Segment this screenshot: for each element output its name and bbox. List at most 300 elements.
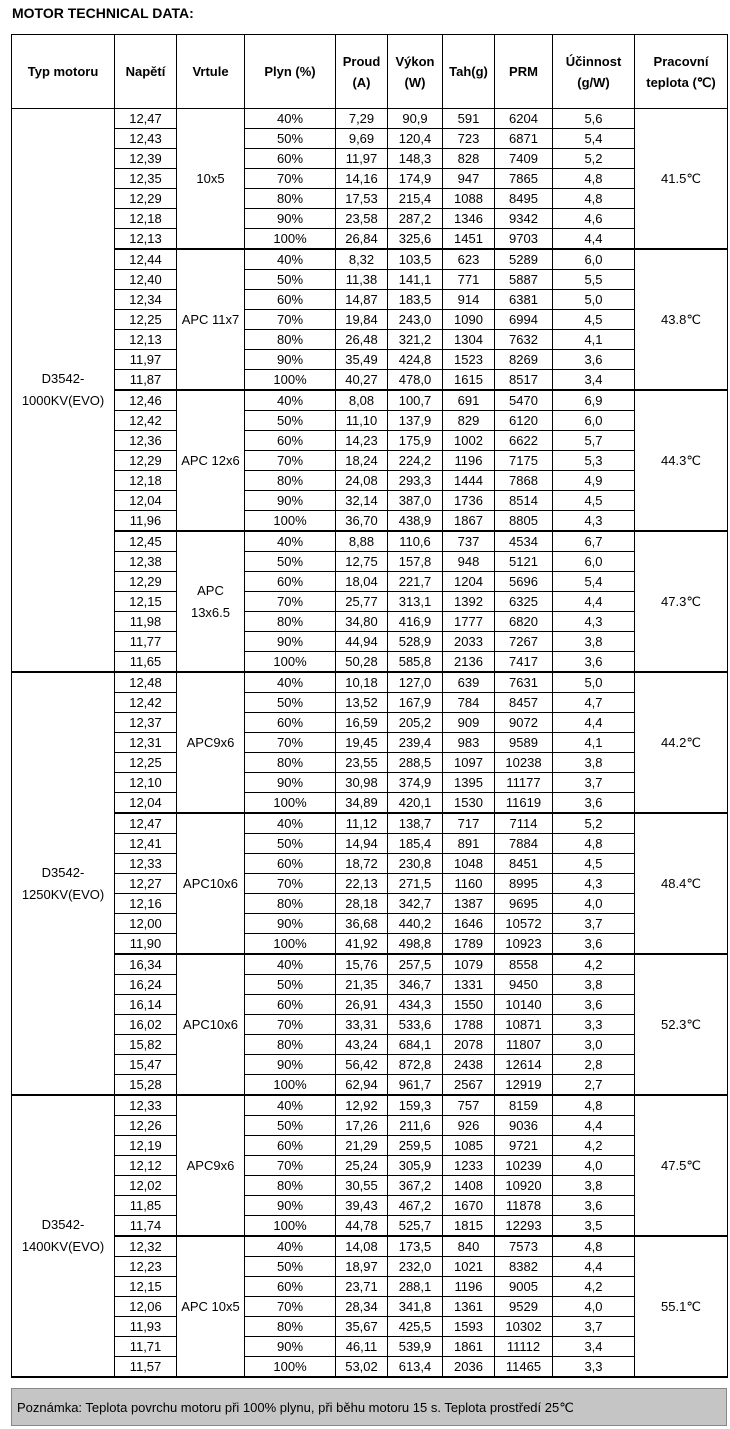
efficiency-cell: 4,6 [553, 209, 635, 229]
rpm-cell: 9005 [495, 1277, 553, 1297]
throttle-cell: 100% [245, 793, 336, 814]
table-row [12, 531, 728, 552]
table-row [12, 1317, 728, 1337]
power-cell: 305,9 [388, 1156, 443, 1176]
current-cell: 18,24 [336, 451, 388, 471]
thrust-cell: 2567 [443, 1075, 495, 1096]
rpm-cell: 8805 [495, 511, 553, 532]
voltage-cell: 12,47 [115, 109, 177, 129]
rpm-cell: 7175 [495, 451, 553, 471]
efficiency-cell: 3,6 [553, 793, 635, 814]
throttle-cell: 50% [245, 834, 336, 854]
table-row [12, 491, 728, 511]
current-cell: 19,84 [336, 310, 388, 330]
table-row [12, 894, 728, 914]
current-cell: 50,28 [336, 652, 388, 673]
current-cell: 44,78 [336, 1216, 388, 1237]
current-cell: 26,48 [336, 330, 388, 350]
power-cell: 137,9 [388, 411, 443, 431]
voltage-cell: 12,15 [115, 592, 177, 612]
efficiency-cell: 3,0 [553, 1035, 635, 1055]
throttle-cell: 70% [245, 733, 336, 753]
propeller-cell: APC10x6 [177, 813, 245, 954]
efficiency-cell: 4,8 [553, 169, 635, 189]
power-cell: 872,8 [388, 1055, 443, 1075]
table-row [12, 1277, 728, 1297]
thrust-cell: 2078 [443, 1035, 495, 1055]
throttle-cell: 90% [245, 632, 336, 652]
efficiency-cell: 4,4 [553, 1116, 635, 1136]
throttle-cell: 80% [245, 1035, 336, 1055]
current-cell: 26,84 [336, 229, 388, 250]
efficiency-cell: 3,3 [553, 1357, 635, 1378]
throttle-cell: 40% [245, 1236, 336, 1257]
throttle-cell: 60% [245, 854, 336, 874]
throttle-cell: 40% [245, 390, 336, 411]
voltage-cell: 12,37 [115, 713, 177, 733]
thrust-cell: 1048 [443, 854, 495, 874]
power-cell: 684,1 [388, 1035, 443, 1055]
rpm-cell: 5289 [495, 249, 553, 270]
throttle-cell: 60% [245, 1277, 336, 1297]
efficiency-cell: 6,0 [553, 552, 635, 572]
thrust-cell: 1160 [443, 874, 495, 894]
table-row [12, 572, 728, 592]
propeller-cell: APC 12x6 [177, 390, 245, 531]
throttle-cell: 100% [245, 1216, 336, 1237]
table-row [12, 934, 728, 955]
thrust-cell: 717 [443, 813, 495, 834]
power-cell: 387,0 [388, 491, 443, 511]
voltage-cell: 12,48 [115, 672, 177, 693]
current-cell: 36,68 [336, 914, 388, 934]
throttle-cell: 90% [245, 773, 336, 793]
rpm-cell: 7409 [495, 149, 553, 169]
current-cell: 18,04 [336, 572, 388, 592]
propeller-cell: APC 10x5 [177, 1236, 245, 1377]
efficiency-cell: 5,0 [553, 290, 635, 310]
throttle-cell: 70% [245, 1156, 336, 1176]
voltage-cell: 12,15 [115, 1277, 177, 1297]
rpm-cell: 9589 [495, 733, 553, 753]
thrust-cell: 1444 [443, 471, 495, 491]
voltage-cell: 12,29 [115, 189, 177, 209]
table-row [12, 149, 728, 169]
rpm-cell: 11112 [495, 1337, 553, 1357]
table-row [12, 290, 728, 310]
thrust-cell: 2438 [443, 1055, 495, 1075]
thrust-cell: 1550 [443, 995, 495, 1015]
thrust-cell: 1304 [443, 330, 495, 350]
throttle-cell: 80% [245, 471, 336, 491]
throttle-cell: 60% [245, 713, 336, 733]
power-cell: 175,9 [388, 431, 443, 451]
current-cell: 30,55 [336, 1176, 388, 1196]
rpm-cell: 11807 [495, 1035, 553, 1055]
footnote: Poznámka: Teplota povrchu motoru při 100% plynu, při běhu motoru 15 s. Teplota prostředí 25℃ [11, 1388, 727, 1426]
table-row [12, 270, 728, 290]
current-cell: 43,24 [336, 1035, 388, 1055]
rpm-cell: 10923 [495, 934, 553, 955]
power-cell: 525,7 [388, 1216, 443, 1237]
current-cell: 28,34 [336, 1297, 388, 1317]
rpm-cell: 8514 [495, 491, 553, 511]
current-cell: 56,42 [336, 1055, 388, 1075]
table-row [12, 753, 728, 773]
thrust-cell: 1408 [443, 1176, 495, 1196]
table-row [12, 1357, 728, 1378]
power-cell: 257,5 [388, 954, 443, 975]
thrust-cell: 737 [443, 531, 495, 552]
current-cell: 10,18 [336, 672, 388, 693]
thrust-cell: 1088 [443, 189, 495, 209]
throttle-cell: 40% [245, 1095, 336, 1116]
voltage-cell: 12,40 [115, 270, 177, 290]
rpm-cell: 12919 [495, 1075, 553, 1096]
rpm-cell: 4534 [495, 531, 553, 552]
efficiency-cell: 3,8 [553, 753, 635, 773]
efficiency-cell: 3,7 [553, 1317, 635, 1337]
rpm-cell: 6994 [495, 310, 553, 330]
power-cell: 420,1 [388, 793, 443, 814]
voltage-cell: 11,96 [115, 511, 177, 532]
thrust-cell: 1523 [443, 350, 495, 370]
throttle-cell: 60% [245, 572, 336, 592]
efficiency-cell: 3,8 [553, 1176, 635, 1196]
efficiency-cell: 5,7 [553, 431, 635, 451]
thrust-cell: 623 [443, 249, 495, 270]
power-cell: 185,4 [388, 834, 443, 854]
voltage-cell: 12,18 [115, 209, 177, 229]
table-row [12, 390, 728, 411]
thrust-cell: 1387 [443, 894, 495, 914]
current-cell: 12,75 [336, 552, 388, 572]
rpm-cell: 8995 [495, 874, 553, 894]
rpm-cell: 9036 [495, 1116, 553, 1136]
thrust-cell: 1777 [443, 612, 495, 632]
efficiency-cell: 3,8 [553, 632, 635, 652]
throttle-cell: 50% [245, 693, 336, 713]
power-cell: 438,9 [388, 511, 443, 532]
rpm-cell: 12293 [495, 1216, 553, 1237]
table-row [12, 1055, 728, 1075]
power-cell: 341,8 [388, 1297, 443, 1317]
thrust-cell: 828 [443, 149, 495, 169]
throttle-cell: 60% [245, 431, 336, 451]
current-cell: 14,23 [336, 431, 388, 451]
temperature-cell: 47.3℃ [635, 531, 728, 672]
throttle-cell: 70% [245, 1015, 336, 1035]
throttle-cell: 60% [245, 995, 336, 1015]
table-row [12, 1216, 728, 1237]
throttle-cell: 50% [245, 975, 336, 995]
header-throttle: Plyn (%) [245, 35, 336, 109]
motor-type-cell: D3542-1400KV(EVO) [12, 1095, 115, 1377]
thrust-cell: 1085 [443, 1136, 495, 1156]
rpm-cell: 9450 [495, 975, 553, 995]
voltage-cell: 12,02 [115, 1176, 177, 1196]
voltage-cell: 15,28 [115, 1075, 177, 1096]
current-cell: 34,89 [336, 793, 388, 814]
current-cell: 14,87 [336, 290, 388, 310]
rpm-cell: 10920 [495, 1176, 553, 1196]
table-row [12, 1095, 728, 1116]
throttle-cell: 50% [245, 270, 336, 290]
thrust-cell: 1097 [443, 753, 495, 773]
throttle-cell: 100% [245, 370, 336, 391]
table-row [12, 451, 728, 471]
table-row [12, 209, 728, 229]
current-cell: 35,49 [336, 350, 388, 370]
temperature-cell: 47.5℃ [635, 1095, 728, 1236]
rpm-cell: 7884 [495, 834, 553, 854]
throttle-cell: 60% [245, 149, 336, 169]
efficiency-cell: 5,2 [553, 813, 635, 834]
throttle-cell: 50% [245, 552, 336, 572]
voltage-cell: 12,42 [115, 693, 177, 713]
throttle-cell: 40% [245, 672, 336, 693]
efficiency-cell: 4,0 [553, 1156, 635, 1176]
power-cell: 103,5 [388, 249, 443, 270]
efficiency-cell: 4,0 [553, 1297, 635, 1317]
power-cell: 239,4 [388, 733, 443, 753]
current-cell: 18,72 [336, 854, 388, 874]
throttle-cell: 80% [245, 1176, 336, 1196]
thrust-cell: 1861 [443, 1337, 495, 1357]
voltage-cell: 11,90 [115, 934, 177, 955]
efficiency-cell: 4,8 [553, 834, 635, 854]
efficiency-cell: 4,8 [553, 189, 635, 209]
voltage-cell: 12,13 [115, 229, 177, 250]
voltage-cell: 12,42 [115, 411, 177, 431]
power-cell: 120,4 [388, 129, 443, 149]
thrust-cell: 1530 [443, 793, 495, 814]
current-cell: 8,32 [336, 249, 388, 270]
thrust-cell: 1867 [443, 511, 495, 532]
power-cell: 528,9 [388, 632, 443, 652]
efficiency-cell: 4,3 [553, 874, 635, 894]
voltage-cell: 11,57 [115, 1357, 177, 1378]
efficiency-cell: 4,1 [553, 330, 635, 350]
efficiency-cell: 6,7 [553, 531, 635, 552]
throttle-cell: 100% [245, 229, 336, 250]
power-cell: 259,5 [388, 1136, 443, 1156]
table-row [12, 411, 728, 431]
voltage-cell: 12,36 [115, 431, 177, 451]
voltage-cell: 11,85 [115, 1196, 177, 1216]
rpm-cell: 6204 [495, 109, 553, 129]
power-cell: 243,0 [388, 310, 443, 330]
current-cell: 11,97 [336, 149, 388, 169]
rpm-cell: 7417 [495, 652, 553, 673]
throttle-cell: 60% [245, 1136, 336, 1156]
thrust-cell: 1331 [443, 975, 495, 995]
voltage-cell: 12,06 [115, 1297, 177, 1317]
current-cell: 14,16 [336, 169, 388, 189]
efficiency-cell: 5,2 [553, 149, 635, 169]
propeller-cell: APC 13x6.5 [177, 531, 245, 672]
thrust-cell: 840 [443, 1236, 495, 1257]
efficiency-cell: 4,5 [553, 310, 635, 330]
table-row [12, 431, 728, 451]
rpm-cell: 7267 [495, 632, 553, 652]
rpm-cell: 9342 [495, 209, 553, 229]
rpm-cell: 7868 [495, 471, 553, 491]
thrust-cell: 1196 [443, 451, 495, 471]
voltage-cell: 11,74 [115, 1216, 177, 1237]
efficiency-cell: 3,6 [553, 652, 635, 673]
table-row [12, 693, 728, 713]
throttle-cell: 90% [245, 1196, 336, 1216]
thrust-cell: 914 [443, 290, 495, 310]
current-cell: 25,24 [336, 1156, 388, 1176]
throttle-cell: 100% [245, 1075, 336, 1096]
power-cell: 498,8 [388, 934, 443, 955]
table-row [12, 310, 728, 330]
power-cell: 110,6 [388, 531, 443, 552]
table-row [12, 995, 728, 1015]
header-power: Výkon (W) [388, 35, 443, 109]
voltage-cell: 11,65 [115, 652, 177, 673]
rpm-cell: 10140 [495, 995, 553, 1015]
voltage-cell: 12,32 [115, 1236, 177, 1257]
power-cell: 215,4 [388, 189, 443, 209]
rpm-cell: 8159 [495, 1095, 553, 1116]
power-cell: 325,6 [388, 229, 443, 250]
rpm-cell: 6622 [495, 431, 553, 451]
thrust-cell: 1021 [443, 1257, 495, 1277]
temperature-cell: 44.3℃ [635, 390, 728, 531]
power-cell: 271,5 [388, 874, 443, 894]
rpm-cell: 6820 [495, 612, 553, 632]
efficiency-cell: 5,4 [553, 129, 635, 149]
thrust-cell: 639 [443, 672, 495, 693]
table-row [12, 109, 728, 129]
voltage-cell: 12,38 [115, 552, 177, 572]
efficiency-cell: 5,4 [553, 572, 635, 592]
table-row [12, 1075, 728, 1096]
table-row [12, 733, 728, 753]
table-row [12, 129, 728, 149]
power-cell: 346,7 [388, 975, 443, 995]
table-row [12, 189, 728, 209]
thrust-cell: 1233 [443, 1156, 495, 1176]
temperature-cell: 41.5℃ [635, 109, 728, 250]
voltage-cell: 12,46 [115, 390, 177, 411]
current-cell: 39,43 [336, 1196, 388, 1216]
rpm-cell: 11878 [495, 1196, 553, 1216]
current-cell: 21,35 [336, 975, 388, 995]
thrust-cell: 771 [443, 270, 495, 290]
current-cell: 15,76 [336, 954, 388, 975]
voltage-cell: 12,45 [115, 531, 177, 552]
efficiency-cell: 4,2 [553, 1277, 635, 1297]
thrust-cell: 909 [443, 713, 495, 733]
voltage-cell: 12,31 [115, 733, 177, 753]
temperature-cell: 43.8℃ [635, 249, 728, 390]
efficiency-cell: 4,7 [553, 693, 635, 713]
table-row [12, 854, 728, 874]
efficiency-cell: 4,9 [553, 471, 635, 491]
power-cell: 211,6 [388, 1116, 443, 1136]
throttle-cell: 100% [245, 1357, 336, 1378]
power-cell: 148,3 [388, 149, 443, 169]
throttle-cell: 90% [245, 350, 336, 370]
thrust-cell: 891 [443, 834, 495, 854]
voltage-cell: 11,87 [115, 370, 177, 391]
thrust-cell: 1392 [443, 592, 495, 612]
thrust-cell: 1789 [443, 934, 495, 955]
current-cell: 7,29 [336, 109, 388, 129]
rpm-cell: 9695 [495, 894, 553, 914]
rpm-cell: 5121 [495, 552, 553, 572]
rpm-cell: 6381 [495, 290, 553, 310]
rpm-cell: 8451 [495, 854, 553, 874]
rpm-cell: 11177 [495, 773, 553, 793]
thrust-cell: 2136 [443, 652, 495, 673]
current-cell: 19,45 [336, 733, 388, 753]
propeller-cell: APC10x6 [177, 954, 245, 1095]
efficiency-cell: 6,0 [553, 249, 635, 270]
current-cell: 16,59 [336, 713, 388, 733]
table-row [12, 1035, 728, 1055]
thrust-cell: 948 [443, 552, 495, 572]
motor-type-cell: D3542-1250KV(EVO) [12, 672, 115, 1095]
power-cell: 230,8 [388, 854, 443, 874]
throttle-cell: 80% [245, 894, 336, 914]
thrust-cell: 1736 [443, 491, 495, 511]
motor-data-table [11, 34, 728, 1378]
table-row [12, 1297, 728, 1317]
current-cell: 24,08 [336, 471, 388, 491]
efficiency-cell: 3,7 [553, 914, 635, 934]
table-row [12, 1236, 728, 1257]
rpm-cell: 9529 [495, 1297, 553, 1317]
current-cell: 28,18 [336, 894, 388, 914]
thrust-cell: 947 [443, 169, 495, 189]
throttle-cell: 70% [245, 169, 336, 189]
thrust-cell: 691 [443, 390, 495, 411]
throttle-cell: 40% [245, 954, 336, 975]
rpm-cell: 8517 [495, 370, 553, 391]
efficiency-cell: 3,4 [553, 1337, 635, 1357]
rpm-cell: 8269 [495, 350, 553, 370]
voltage-cell: 12,18 [115, 471, 177, 491]
current-cell: 22,13 [336, 874, 388, 894]
table-row [12, 1337, 728, 1357]
thrust-cell: 1788 [443, 1015, 495, 1035]
voltage-cell: 12,29 [115, 451, 177, 471]
efficiency-cell: 3,5 [553, 1216, 635, 1237]
current-cell: 23,58 [336, 209, 388, 229]
header-voltage: Napětí [115, 35, 177, 109]
thrust-cell: 829 [443, 411, 495, 431]
power-cell: 288,1 [388, 1277, 443, 1297]
voltage-cell: 12,27 [115, 874, 177, 894]
power-cell: 138,7 [388, 813, 443, 834]
power-cell: 533,6 [388, 1015, 443, 1035]
voltage-cell: 12,26 [115, 1116, 177, 1136]
voltage-cell: 12,41 [115, 834, 177, 854]
thrust-cell: 757 [443, 1095, 495, 1116]
power-cell: 585,8 [388, 652, 443, 673]
throttle-cell: 100% [245, 652, 336, 673]
current-cell: 41,92 [336, 934, 388, 955]
rpm-cell: 8382 [495, 1257, 553, 1277]
power-cell: 167,9 [388, 693, 443, 713]
current-cell: 21,29 [336, 1136, 388, 1156]
thrust-cell: 1196 [443, 1277, 495, 1297]
